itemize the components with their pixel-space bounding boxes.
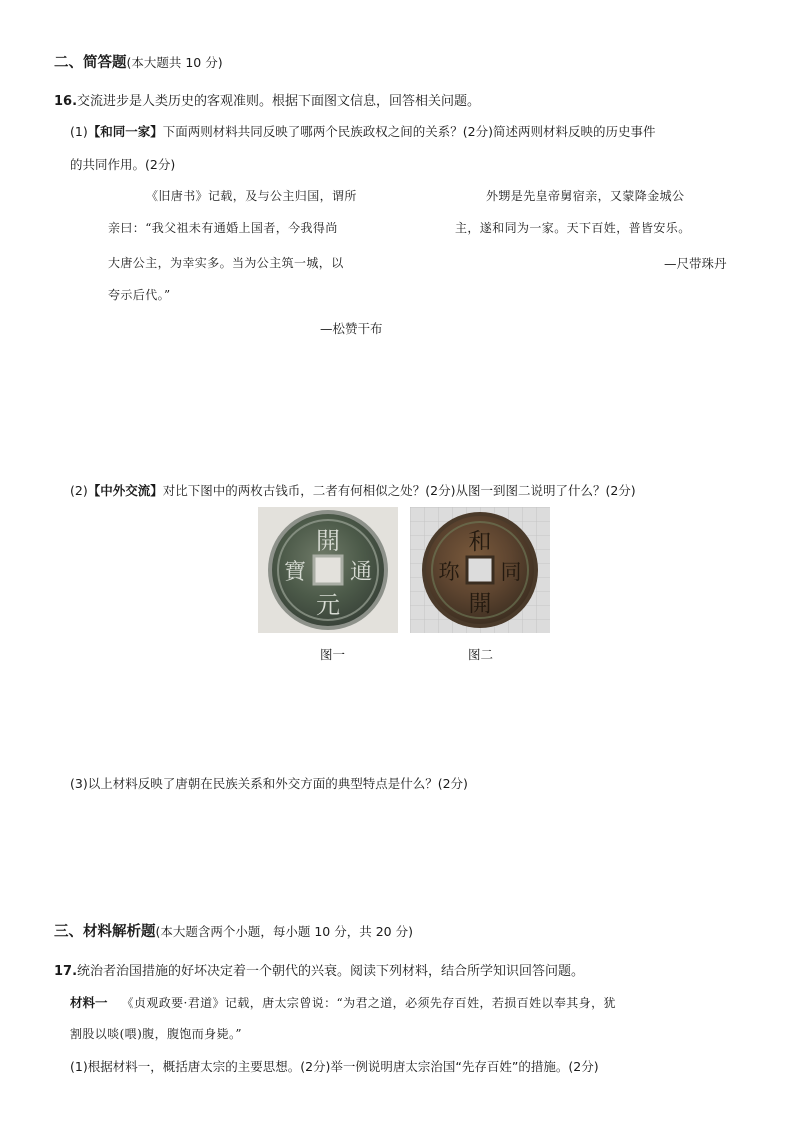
- q16-part2-number: (2): [70, 483, 88, 498]
- section-2-title: 二、简答题: [54, 55, 127, 71]
- question-17-number: 17.: [54, 964, 78, 979]
- q16-part2-line: [70, 481, 636, 499]
- q17-material-line-1: [70, 992, 616, 1011]
- coin-2-char-top: 和: [468, 529, 492, 555]
- coin-1-char-right: 通: [349, 560, 373, 585]
- right-material-line-1: 外甥是先皇帝舅宿亲，又蒙降金城公: [486, 189, 685, 203]
- q17-material-label: 材料一: [70, 995, 108, 1010]
- section-3-title: 三、材料解析题: [54, 924, 156, 940]
- left-material-line-4: 夸示后代。”: [108, 288, 171, 302]
- coin-2-caption: 图二: [468, 647, 494, 662]
- section-3-heading: [54, 920, 413, 941]
- question-17-stem: [54, 960, 584, 979]
- right-material-line-2: 主，遂和同为一家。天下百姓，普皆安乐。: [455, 221, 691, 235]
- q16-part1-line2: 的共同作用。(2分): [70, 157, 176, 172]
- q16-part2-tag: 【中外交流】: [87, 483, 163, 498]
- left-material-line-3: 大唐公主，为幸实多。当为公主筑一城，以: [108, 256, 344, 270]
- coin-2-image: [410, 507, 550, 633]
- section-2-note: (本大题共 10 分): [126, 55, 223, 70]
- question-16-number: 16.: [54, 94, 78, 109]
- left-material-source: —松赞干布: [320, 321, 383, 336]
- question-16-text: 交流进步是人类历史的客观准则。根据下面图文信息，回答相关问题。: [77, 94, 481, 109]
- q16-part1-tag: 【和同一家】: [87, 124, 163, 139]
- section-3-note: (本大题含两个小题，每小题 10 分，共 20 分): [155, 924, 413, 939]
- q16-part1-line1: [70, 122, 655, 140]
- q17-material-text-1: 《贞观政要·君道》记载，唐太宗曾说：“为君之道，必须先存百姓，若损百姓以奉其身，犹: [121, 996, 616, 1010]
- q17-part1-line: (1)根据材料一，概括唐太宗的主要思想。(2分)举一例说明唐太宗治国“先存百姓”的措施。(2分): [70, 1059, 599, 1074]
- right-material-source: —尺带珠丹: [664, 256, 727, 271]
- coin-1-caption: 图一: [320, 647, 346, 662]
- section-2-heading: [54, 51, 223, 72]
- q16-part2-text: 对比下图中的两枚古钱币，二者有何相似之处？(2分)从图一到图二说明了什么？(2分): [162, 483, 636, 498]
- question-17-text: 统治者治国措施的好坏决定着一个朝代的兴衰。阅读下列材料，结合所学知识回答问题。: [77, 964, 585, 979]
- left-material-line-2: 亲曰：“我父祖未有通婚上国者，今我得尚: [108, 221, 338, 235]
- left-material-line-1: 《旧唐书》记载，及与公主归国，谓所: [146, 189, 357, 203]
- q16-part1-text-a: 下面两则材料共同反映了哪两个民族政权之间的关系？(2分)简述两则材料反映的历史事件: [162, 124, 656, 139]
- coin-1-char-left: 寶: [283, 560, 307, 585]
- q16-part1-number: (1): [70, 124, 88, 139]
- question-16-stem: [54, 90, 480, 109]
- coin-1-char-bottom: 元: [316, 591, 340, 619]
- q16-part3-line: (3)以上材料反映了唐朝在民族关系和外交方面的典型特点是什么？(2分): [70, 776, 468, 791]
- coin-1-photo: [258, 507, 398, 633]
- coin-2-char-left: 珎: [438, 560, 460, 584]
- coin-2-char-right: 同: [500, 560, 522, 584]
- q17-material-line-2: 割股以啖(喂)腹，腹饱而身毙。”: [70, 1027, 242, 1041]
- coin-1-image: [258, 507, 398, 633]
- coin-2-photo: [410, 507, 550, 633]
- coin-2-char-bottom: 開: [468, 591, 492, 617]
- coin-1-char-top: 開: [316, 527, 340, 555]
